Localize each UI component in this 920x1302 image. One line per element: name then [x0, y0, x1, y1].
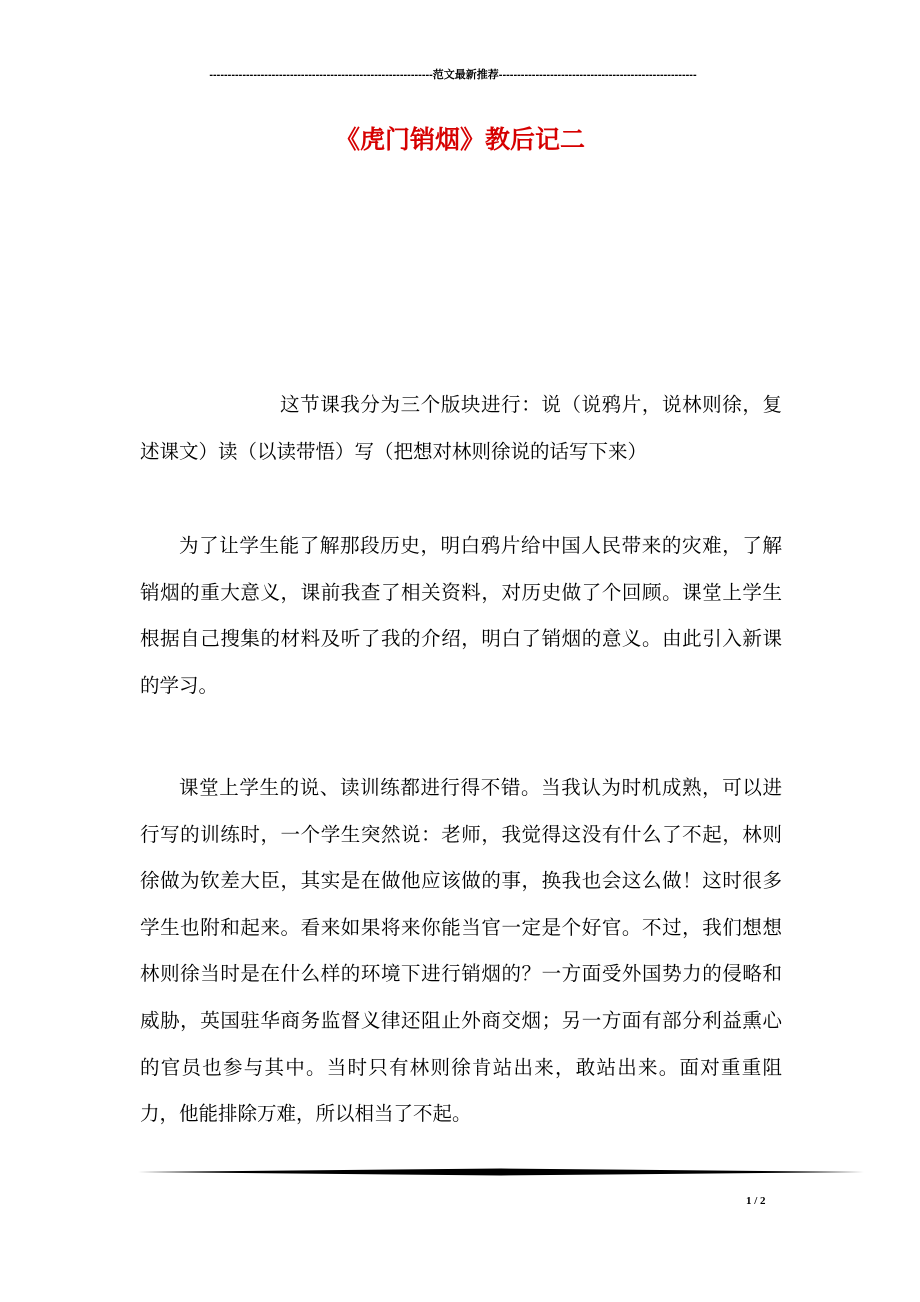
paragraph-3: 课堂上学生的说、读训练都进行得不错。当我认为时机成熟，可以进行写的训练时，一个学生突然说：老师，我觉得这没有什么了不起，林则徐做为钦差大臣，其实是在做他应该做的事，换我也会这么做！这时很多学生也附和起来。看来如果将来你能当官一定是个好官。不过，我们想想林则徐当时是在什么样的环境下进行销烟的？一方面受外国势力的侵略和威胁，英国驻华商务监督义律还阻止外商交烟；另一方面有部分利益熏心的官员也参与其中。当时只有林则徐肯站出来，敢站出来。面对重重阻力，他能排除万难，所以相当了不起。: [140, 776, 782, 1126]
document-title: 《虎门销烟》教后记二: [334, 125, 585, 154]
footer-rule: [138, 1164, 864, 1180]
paragraph-2: 为了让学生能了解那段历史，明白鸦片给中国人民带来的灾难，了解销烟的重大意义，课前我查了相关资料，对历史做了个回顾。课堂上学生根据自己搜集的材料及听了我的介绍，明白了销烟的意义。由此引入新课的学习。: [140, 534, 782, 697]
paragraph-1: 这节课我分为三个版块进行：说（说鸦片，说林则徐，复述课文）读（以读带悟）写（把想对林则徐说的话写下来）: [140, 393, 782, 463]
page-number: 1 / 2: [746, 1195, 766, 1207]
footer-rule-stroke: [138, 1169, 864, 1176]
header-banner: -------------------------------------------------------------范文最新推荐------------------------------------------------------: [209, 69, 697, 81]
